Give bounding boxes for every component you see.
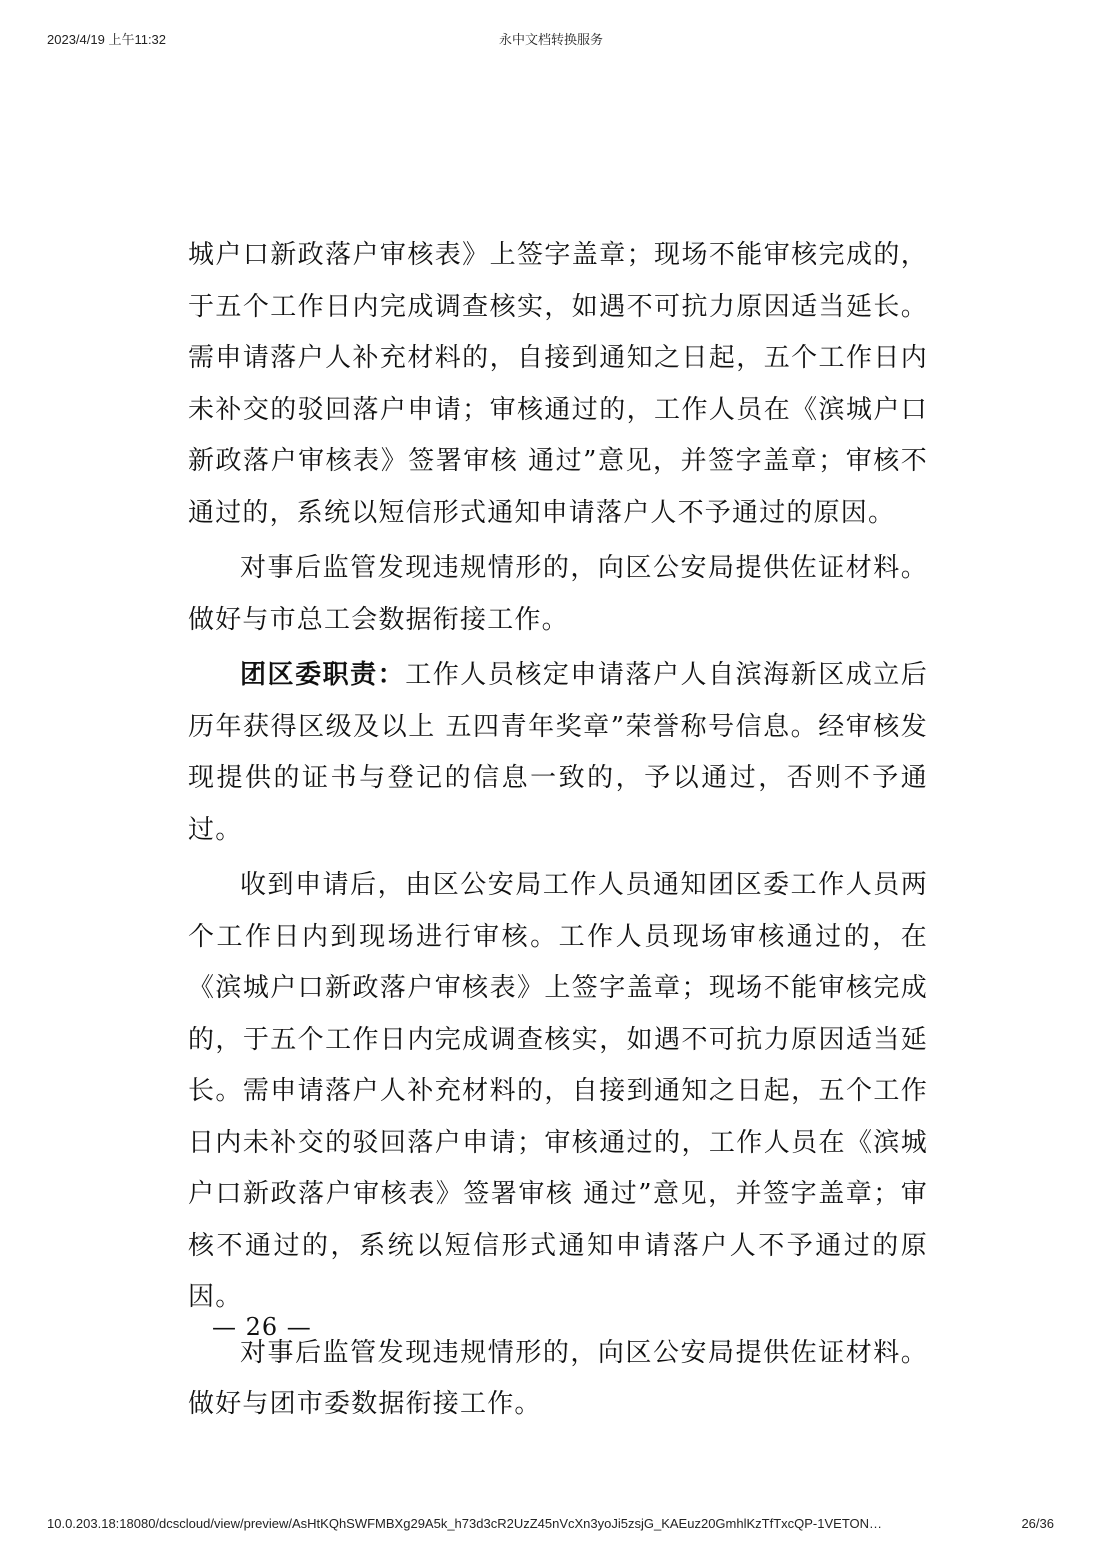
page-number: — 26 — xyxy=(212,1313,312,1341)
footer-page-counter: 26/36 xyxy=(1021,1516,1054,1531)
footer-url: 10.0.203.18:18080/dcscloud/view/preview/AsHtKQhSWFMBXg29A5k_h73d3cR2UzZ45nVcXn3yoJi5zsjG_KAEuz20GmhlKzTfTxcQP-1VETON… xyxy=(47,1516,883,1531)
paragraph-1: 城户口新政落户审核表》上签字盖章；现场不能审核完成的，于五个工作日内完成调查核实，如遇不可抗力原因适当延长。需申请落户人补充材料的，自接到通知之日起，五个工作日内未补交的驳回落户申请；审核通过的，工作人员在《滨城户口新政落户审核表》签署审核 通过”意见，并签字盖章；审核不通过的，系统以短信形式通知申请落户人不予通过的原因。 xyxy=(188,240,928,528)
paragraph-2: 对事后监管发现违规情形的，向区公安局提供佐证材料。做好与市总工会数据衔接工作。 xyxy=(188,553,928,635)
print-datetime: 2023/4/19 上午11:32 xyxy=(47,32,167,47)
paragraph-5: 对事后监管发现违规情形的，向区公安局提供佐证材料。做好与团市委数据衔接工作。 xyxy=(188,1337,928,1419)
document-body xyxy=(188,230,928,1435)
paragraph-3 xyxy=(188,650,928,856)
paragraph-4: 收到申请后，由区公安局工作人员通知团区委工作人员两个工作日内到现场进行审核。工作人员现场审核通过的，在《滨城户口新政落户审核表》上签字盖章；现场不能审核完成的，于五个工作日内完成调查核实，如遇不可抗力原因适当延长。需申请落户人补充材料的，自接到通知之日起，五个工作日内未补交的驳回落户申请；审核通过的，工作人员在《滨城户口新政落户审核表》签署审核 通过”意见，并签字盖章；审核不通过的，系统以短信形式通知申请落户人不予通过的原因。 xyxy=(188,870,928,1312)
section-lead-heading: 团区委职责： xyxy=(240,660,406,690)
service-title: 永中文档转换服务 xyxy=(498,33,603,48)
paragraph-3-text: 工作人员核定申请落户人自滨海新区成立后历年获得区级及以上 五四青年奖章”荣誉称号信息。经审核发现提供的证书与登记的信息一致的，予以通过，否则不予通过。 xyxy=(188,660,928,845)
